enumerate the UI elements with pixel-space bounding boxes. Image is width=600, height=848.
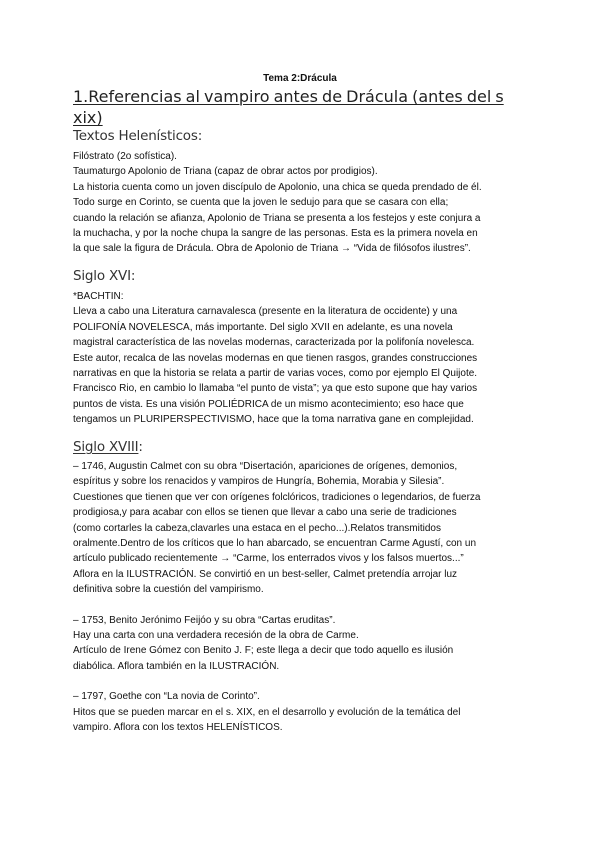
section-body-siglo-xviii bbox=[73, 459, 539, 736]
text-line: la que sale la figura de Drácula. Obra de Apolonio de Triana → “Vida de filósofos ilustres”. bbox=[73, 243, 471, 255]
text-line: – 1797, Goethe con “La novia de Corinto”. bbox=[73, 691, 260, 703]
text-line: Este autor, recalca de las novelas modernas en que tienen rasgos, grandes construcciones bbox=[73, 352, 478, 364]
paragraph-goethe bbox=[73, 689, 539, 735]
section-body-helenisticos bbox=[73, 149, 539, 257]
section-heading-text: Siglo XVIII bbox=[73, 439, 139, 455]
text-line: la muchacha, y por la noche chupa la sangre de las personas. Esta es la primera novela en bbox=[73, 228, 478, 240]
text-line: POLIFONÍA NOVELESCA, más importante. Del siglo XVII en adelante, es una novela bbox=[73, 321, 453, 333]
text-line: oralmente.Dentro de los críticos que lo han abarcado, se encuentran Carme Agustí, con un bbox=[73, 538, 477, 550]
section-heading-text: Siglo XVI: bbox=[73, 268, 136, 284]
text-line: Lleva a cabo una Literatura carnavalesca (presente en la literatura de occidente) y una bbox=[73, 306, 458, 318]
text-line: tengamos un PLURIPERSPECTIVISMO, hace que la toma narrativa gane en complejidad. bbox=[73, 414, 474, 426]
text-line: Hitos que se pueden marcar en el s. XIX, en el desarrollo y evolución de la temática del bbox=[73, 706, 461, 718]
section-heading-colon: : bbox=[138, 439, 143, 455]
text-line: Artículo de Irene Gómez con Benito J. F; este llega a decir que todo aquello es ilusión bbox=[73, 645, 454, 657]
text-line: cuando la relación se afianza, Apolonio de Triana se presenta a los festejos y este conjura a bbox=[73, 212, 481, 224]
section-heading-text: Textos Helenísticos: bbox=[73, 128, 203, 144]
text-line: *BACHTIN: bbox=[73, 291, 124, 302]
text-line: narrativas en que la historia se relata a partir de varias voces, como por ejemplo El Quijote. bbox=[73, 368, 478, 380]
text-line: prodigiosa,y para acabar con ellos se tienen que llevar a cabo una serie de tradiciones bbox=[73, 507, 457, 519]
text-line: definitiva sobre la cuestión del vampirismo. bbox=[73, 584, 264, 596]
section-body-siglo-xvi bbox=[73, 289, 539, 428]
text-line: puntos de vista. Es una visión POLIÉDRICA de un mismo acontecimiento; eso hace que bbox=[73, 398, 464, 410]
section-heading-helenisticos bbox=[73, 128, 202, 144]
paragraph-calmet bbox=[73, 459, 539, 598]
text-line: magistral característica de las novelas modernas, caracterizada por la polifonía novelesca. bbox=[73, 337, 475, 349]
text-line: vampiro. Aflora con los textos HELENÍSTICOS. bbox=[73, 722, 283, 734]
section-heading-siglo-xviii bbox=[73, 439, 143, 455]
main-heading-line-1: 1.Referencias al vampiro antes de Drácula (antes del s bbox=[73, 87, 504, 106]
text-line: La historia cuenta como un joven discípulo de Apolonio, una chica se queda prendado de él. bbox=[73, 181, 482, 193]
document-title: Tema 2:Drácula bbox=[263, 73, 337, 84]
paragraph-spacer bbox=[73, 598, 539, 613]
text-line: diabólica. Aflora también en la ILUSTRACIÓN. bbox=[73, 660, 280, 672]
paragraph-feijoo bbox=[73, 613, 539, 675]
text-line: Hay una carta con una verdadera recesión de la obra de Carme. bbox=[73, 630, 359, 642]
text-line: Filóstrato (2o sofística). bbox=[73, 151, 177, 162]
text-line: Todo surge en Corinto, se cuenta que la joven le sedujo para que se casara con ella; bbox=[73, 197, 449, 209]
text-line: espíritus y sobre los renacidos y vampiros de Hungría, Bohemia, Morabia y Silesia”. bbox=[73, 476, 445, 488]
text-line: Aflora en la ILUSTRACIÓN. Se convirtió en un best-seller, Calmet pretendía arrojar luz bbox=[73, 568, 458, 580]
paragraph-spacer bbox=[73, 674, 539, 689]
text-line: artículo publicado recientemente → “Carme, los enterrados vivos y los falsos muertos...” bbox=[73, 553, 464, 565]
text-line: – 1746, Augustin Calmet con su obra “Disertación, apariciones de orígenes, demonios, bbox=[73, 461, 458, 472]
main-heading-line-2: xix) bbox=[73, 108, 103, 127]
text-line: – 1753, Benito Jerónimo Feijóo y su obra “Cartas eruditas”. bbox=[73, 614, 336, 626]
text-line: Taumaturgo Apolonio de Triana (capaz de obrar actos por prodigios). bbox=[73, 166, 378, 178]
main-heading bbox=[73, 86, 543, 128]
text-line: Francisco Rio, en cambio lo llamaba “el punto de vista”; ya que esto supone que hay varios bbox=[73, 383, 478, 395]
text-line: (como cortarles la cabeza,clavarles una estaca en el pecho...).Relatos transmitidos bbox=[73, 522, 441, 534]
section-heading-siglo-xvi bbox=[73, 268, 135, 284]
text-line: Cuestiones que tienen que ver con orígenes folclóricos, tradiciones o legendarios, de fuerza bbox=[73, 491, 481, 503]
